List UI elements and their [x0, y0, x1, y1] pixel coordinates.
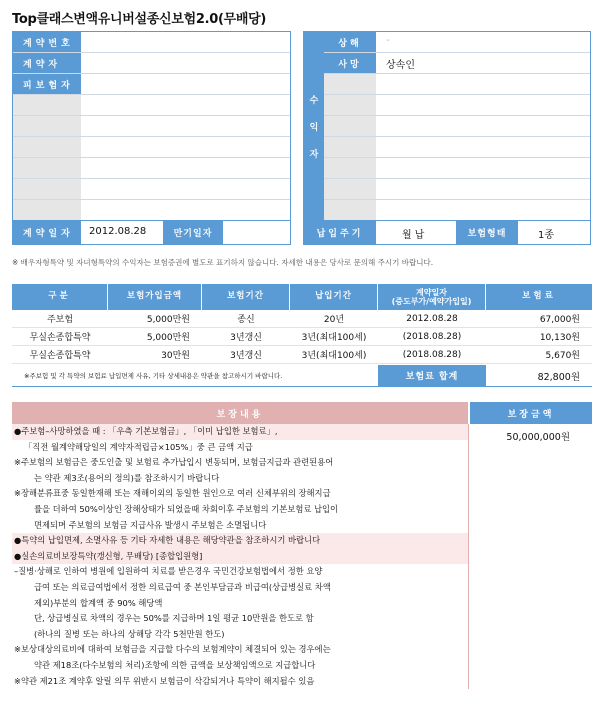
injury-label: 상해: [324, 32, 376, 52]
beneficiary-death-row: [324, 53, 590, 74]
coverage-content-header: 보장내용: [12, 402, 468, 424]
contract-date-label: 계약일자: [13, 221, 81, 244]
contract-row-number: [13, 32, 290, 53]
coverage-line: 단, 상급병실료 차액의 경우는 50%를 지급하며 1일 평균 10만원을 한도로 함: [34, 613, 314, 624]
insurance-type-label: 보험형태: [456, 221, 518, 244]
contract-info-box: [12, 31, 291, 245]
contract-empty-row: [13, 158, 290, 179]
coverage-amount-column: [468, 424, 592, 689]
contract-row-holder: [13, 53, 290, 74]
coverage-body: [12, 424, 592, 689]
row-coverage-period: 3년갱신: [230, 333, 262, 343]
premium-table-header: [12, 284, 592, 310]
policy-title: Top클래스변액유니버설종신보험2.0(무배당): [12, 12, 267, 27]
maturity-date-label: 만기일자: [163, 221, 223, 244]
coverage-line: –질병·상해로 인하여 병원에 입원하여 치료를 받은경우 국민건강보험법에서 정한 요양: [14, 566, 323, 577]
row-premium: 5,670원: [545, 351, 580, 361]
beneficiary-empty-row: [324, 179, 590, 200]
header-category: 구분: [12, 284, 108, 310]
header-coverage-period: 보험기간: [202, 284, 290, 310]
row-category: 주보험: [46, 315, 74, 325]
coverage-line: ※약관 제21조 계약후 알릴 의무 위반시 보험금이 삭감되거나 특약이 해지될수 있음: [14, 675, 315, 686]
row-category: 무실손종합특약: [29, 333, 91, 343]
beneficiary-empty-row: [324, 116, 590, 137]
contract-date-row: [13, 220, 290, 244]
pay-cycle-label: 납입주기: [304, 221, 376, 244]
coverage-header: [12, 402, 592, 424]
header-sum-insured: 보험가입금액: [108, 284, 202, 310]
row-coverage-period: 3년갱신: [230, 351, 262, 361]
premium-total-value: 82,800원: [537, 371, 580, 383]
premium-total-label: 보험료 합계: [378, 365, 486, 386]
policyholder-label: 계약자: [13, 53, 81, 73]
table-row: [12, 346, 592, 364]
coverage-line: ※보상대상의료비에 대하여 보험금을 지급할 다수의 보험계약이 체결되어 있는 경우에는: [14, 644, 331, 655]
contract-empty-row: [13, 116, 290, 137]
row-category: 무실손종합특약: [29, 351, 91, 361]
beneficiary-empty-row: [324, 158, 590, 179]
row-payment-period: 3년(최대100세): [301, 351, 367, 361]
coverage-line: 는 약관 제3조(용어의 정의)를 참조하시기 바랍니다: [34, 472, 220, 483]
premium-table: [12, 284, 592, 387]
row-contract-date: (2018.08.28): [402, 349, 462, 360]
coverage-line: ●특약의 납입면제, 소멸사유 등 기타 자세한 내용은 해당약관을 참조하시기 바랍니다: [12, 533, 468, 549]
contract-date-value: 2012.08.28: [89, 226, 147, 237]
row-sum-insured: 5,000만원: [146, 333, 190, 343]
contract-row-insured: [13, 74, 290, 95]
coverage-line: 면제되며 주보험의 보험금 지급사유 발생시 주보험은 소멸됩니다: [34, 519, 267, 530]
pay-cycle-value: 월납: [402, 230, 428, 241]
coverage-line: (하나의 질병 또는 하나의 상해당 각각 5천만원 한도): [34, 628, 225, 639]
premium-footnote: ※주보험 및 각 특약의 보험료 납입면제 사유, 기타 상세내용은 약관을 참고하시기 바랍니다.: [24, 372, 283, 380]
row-contract-date: 2012.08.28: [406, 313, 458, 324]
beneficiary-note: ※ 배우자형특약 및 자녀형특약의 수익자는 보험증권에 별도로 표기하지 않습니다. 자세한 내용은 당사로 문의해 주시기 바랍니다.: [12, 258, 434, 267]
row-contract-date: (2018.08.28): [402, 331, 462, 342]
premium-total-row: [12, 365, 592, 387]
header-premium: 보험료: [522, 291, 556, 302]
coverage-line: ●실손의료비보장특약(갱신형, 무배당) [종합입원형]: [12, 549, 468, 565]
row-sum-insured: 30만원: [161, 351, 190, 361]
row-payment-period: 20년: [323, 315, 345, 325]
beneficiary-empty-row: [324, 74, 590, 95]
coverage-line: ※주보험의 보험금은 중도인출 및 보험료 추가납입시 변동되며, 보험금지급과 관련된용어: [14, 457, 334, 468]
contract-number-label: 계약번호: [13, 32, 81, 52]
beneficiary-empty-row: [324, 137, 590, 158]
coverage-line: 약관 제18조(다수보험의 처리)조항에 의한 금액을 보상책임액으로 지급합니다: [34, 659, 316, 670]
death-label: 사망: [324, 53, 376, 73]
table-row: [12, 328, 592, 346]
insurance-type-value: 1종: [538, 230, 555, 241]
coverage-lines: [12, 424, 468, 689]
contract-empty-row: [13, 95, 290, 116]
insured-label: 피보험자: [13, 74, 81, 94]
payment-row: [304, 220, 590, 244]
coverage-table: [12, 402, 592, 700]
row-premium: 67,000원: [539, 315, 580, 325]
header-contract-date: 계약일자 (증도부가/예약가입일): [378, 284, 486, 310]
beneficiary-vertical-label: 수 익 자: [304, 32, 324, 221]
table-row: [12, 310, 592, 328]
row-premium: 10,130원: [539, 333, 580, 343]
contract-empty-row: [13, 137, 290, 158]
row-coverage-period: 종신: [237, 315, 255, 325]
coverage-amount-header: 보장금액: [468, 402, 592, 424]
coverage-line: 급여 또는 의료급여법에서 정한 의료급여 중 본인부담금과 비급여(상급병실료 차액: [34, 581, 331, 592]
beneficiary-empty-row: [324, 200, 590, 221]
beneficiary-box: [303, 31, 591, 245]
coverage-line: ●주보험–사망하였을 때 : 「우측 기본보험금」, 「이미 납입한 보험료」,: [12, 424, 468, 440]
injury-value: -: [386, 35, 390, 46]
coverage-line: ※장해분류표중 동일한재해 또는 재해이외의 동일한 원인으로 여러 신체부위의 장해지급: [14, 488, 331, 499]
row-payment-period: 3년(최대100세): [301, 333, 367, 343]
coverage-line: 제외)부분의 합계액 중 90% 해당액: [34, 597, 163, 608]
beneficiary-empty-row: [324, 95, 590, 116]
coverage-line: 「직전 월계약해당일의 계약자적립금×105%」중 큰 금액 지급: [24, 441, 253, 452]
contract-empty-row: [13, 179, 290, 200]
coverage-amount: 50,000,000원: [506, 432, 570, 443]
header-payment-period: 납입기간: [290, 284, 378, 310]
beneficiary-injury-row: [324, 32, 590, 53]
coverage-line: 률을 더하여 50%이상인 장해상태가 되었을때 차회이후 주보험의 기본보험료 납입이: [34, 503, 339, 514]
row-sum-insured: 5,000만원: [146, 315, 190, 325]
death-value: 상속인: [386, 60, 415, 71]
contract-empty-row: [13, 200, 290, 221]
